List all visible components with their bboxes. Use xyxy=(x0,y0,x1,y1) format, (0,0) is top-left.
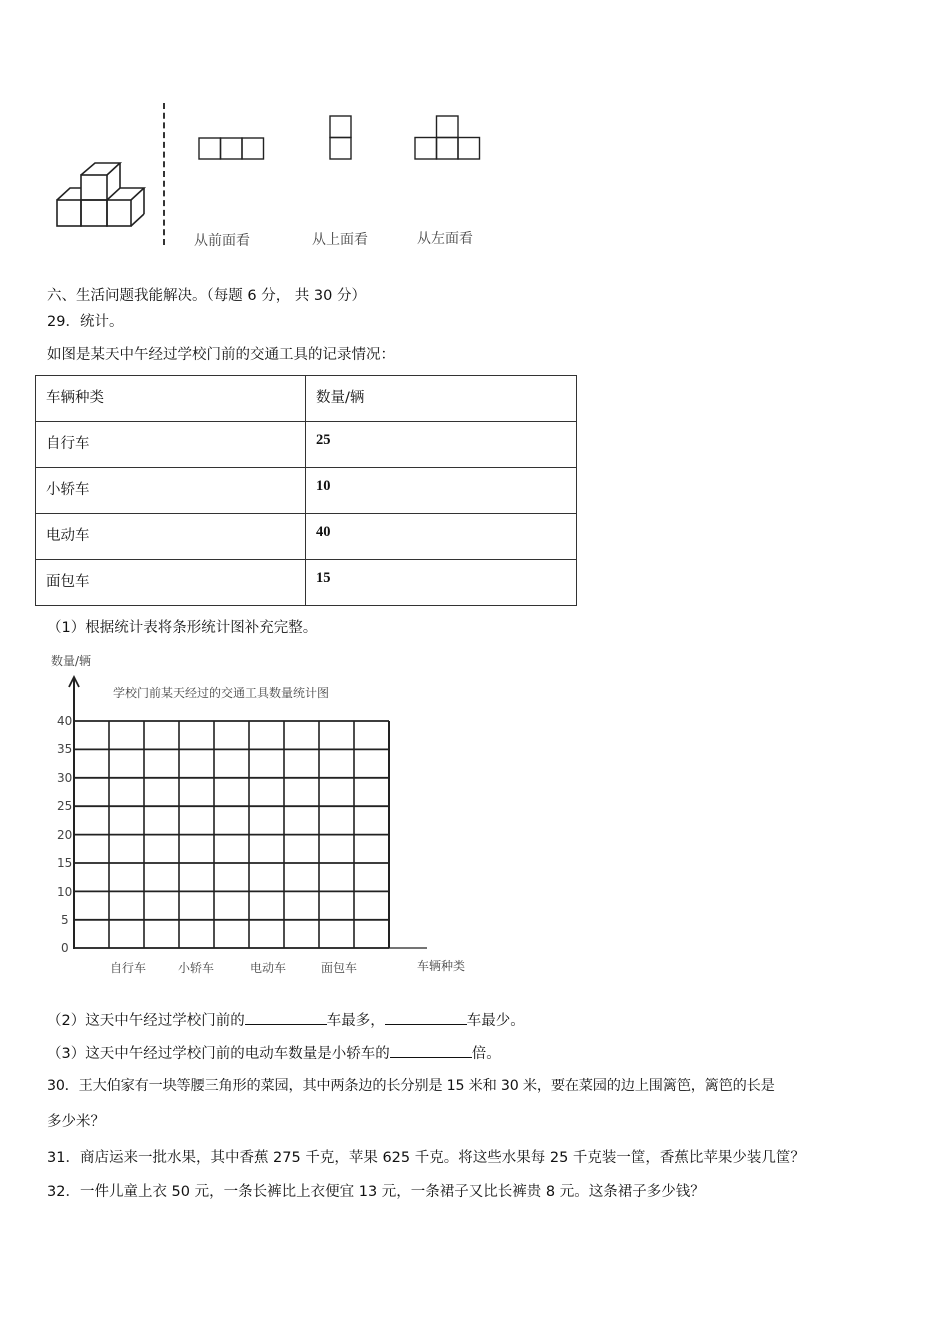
y-tick-10: 10 xyxy=(57,885,73,899)
bar-chart-grid xyxy=(40,665,440,965)
x-category-van: 面包车 xyxy=(321,961,358,975)
x-category-bicycle: 自行车 xyxy=(110,961,147,975)
table-row xyxy=(36,468,577,514)
y-tick-15: 15 xyxy=(57,856,73,870)
top-view-diagram xyxy=(329,115,354,165)
y-tick-35: 35 xyxy=(57,742,73,756)
y-tick-30: 30 xyxy=(57,771,73,785)
table-header-row xyxy=(36,376,577,422)
y-tick-20: 20 xyxy=(57,828,73,842)
x-category-car: 小轿车 xyxy=(178,961,215,975)
dashed-divider xyxy=(163,103,165,245)
x-axis-label: 车辆种类 xyxy=(417,959,466,973)
q29-sub2 xyxy=(47,1010,525,1030)
section-heading: 六、生活问题我能解决。（每题 6 分， 共 30 分） xyxy=(47,288,366,304)
table-cell-type: 自行车 xyxy=(36,422,306,468)
q30-line2: 多少米？ xyxy=(47,1114,105,1130)
q29-sub2-part2: 车最多， xyxy=(326,1013,385,1029)
table-cell-count: 40 xyxy=(306,514,577,560)
front-view-label: 从前面看 xyxy=(194,233,250,249)
q29-sub3 xyxy=(47,1043,501,1063)
left-view-diagram xyxy=(414,115,482,165)
q29-sub2-part1: （2）这天中午经过学校门前的 xyxy=(47,1013,245,1029)
q30-line1: 30．王大伯家有一块等腰三角形的菜园，其中两条边的长分别是 15 米和 30 米，要在菜园的边上围篱笆，篱笆的长是 xyxy=(47,1078,775,1094)
table-cell-count: 15 xyxy=(306,560,577,606)
y-tick-25: 25 xyxy=(57,799,73,813)
table-row xyxy=(36,422,577,468)
table-cell-type: 小轿车 xyxy=(36,468,306,514)
table-row xyxy=(36,514,577,560)
table-header-type: 车辆种类 xyxy=(36,376,306,422)
chart-title: 学校门前某天经过的交通工具数量统计图 xyxy=(113,686,330,700)
y-tick-40: 40 xyxy=(57,714,73,728)
table-cell-type: 面包车 xyxy=(36,560,306,606)
x-category-ebike: 电动车 xyxy=(250,961,287,975)
y-tick-0: 0 xyxy=(61,941,69,955)
q32-text: 32．一件儿童上衣 50 元，一条长裤比上衣便宜 13 元，一条裙子又比长裤贵 8 元。这条裙子多少钱？ xyxy=(47,1184,705,1200)
table-header-count: 数量/辆 xyxy=(306,376,577,422)
answer-blank-least[interactable] xyxy=(385,1010,467,1025)
q29-sub3-part2: 倍。 xyxy=(471,1046,501,1062)
answer-blank-most[interactable] xyxy=(245,1010,327,1025)
y-tick-5: 5 xyxy=(61,913,69,927)
q29-intro: 如图是某天中午经过学校门前的交通工具的记录情况： xyxy=(47,347,395,363)
left-view-label: 从左面看 xyxy=(417,231,473,247)
q31-text: 31．商店运来一批水果，其中香蕉 275 千克，苹果 625 千克。将这些水果每 25 千克装一筐，香蕉比苹果少装几筐？ xyxy=(47,1150,805,1166)
q29-sub2-part3: 车最少。 xyxy=(466,1013,525,1029)
top-view-label: 从上面看 xyxy=(312,232,368,248)
table-cell-type: 电动车 xyxy=(36,514,306,560)
cube-figure xyxy=(50,155,150,235)
cube-stack-icon xyxy=(50,155,150,235)
vehicle-stats-table xyxy=(35,375,577,606)
q29-sub3-part1: （3）这天中午经过学校门前的电动车数量是小轿车的 xyxy=(47,1046,390,1062)
table-row xyxy=(36,560,577,606)
answer-blank-times[interactable] xyxy=(390,1043,472,1058)
q29-title: 29．统计。 xyxy=(47,314,124,330)
chart-y-axis-label: 数量/辆 xyxy=(51,654,92,668)
table-cell-count: 10 xyxy=(306,468,577,514)
front-view-diagram xyxy=(198,137,266,165)
q29-sub1: （1）根据统计表将条形统计图补充完整。 xyxy=(47,620,318,636)
table-cell-count: 25 xyxy=(306,422,577,468)
